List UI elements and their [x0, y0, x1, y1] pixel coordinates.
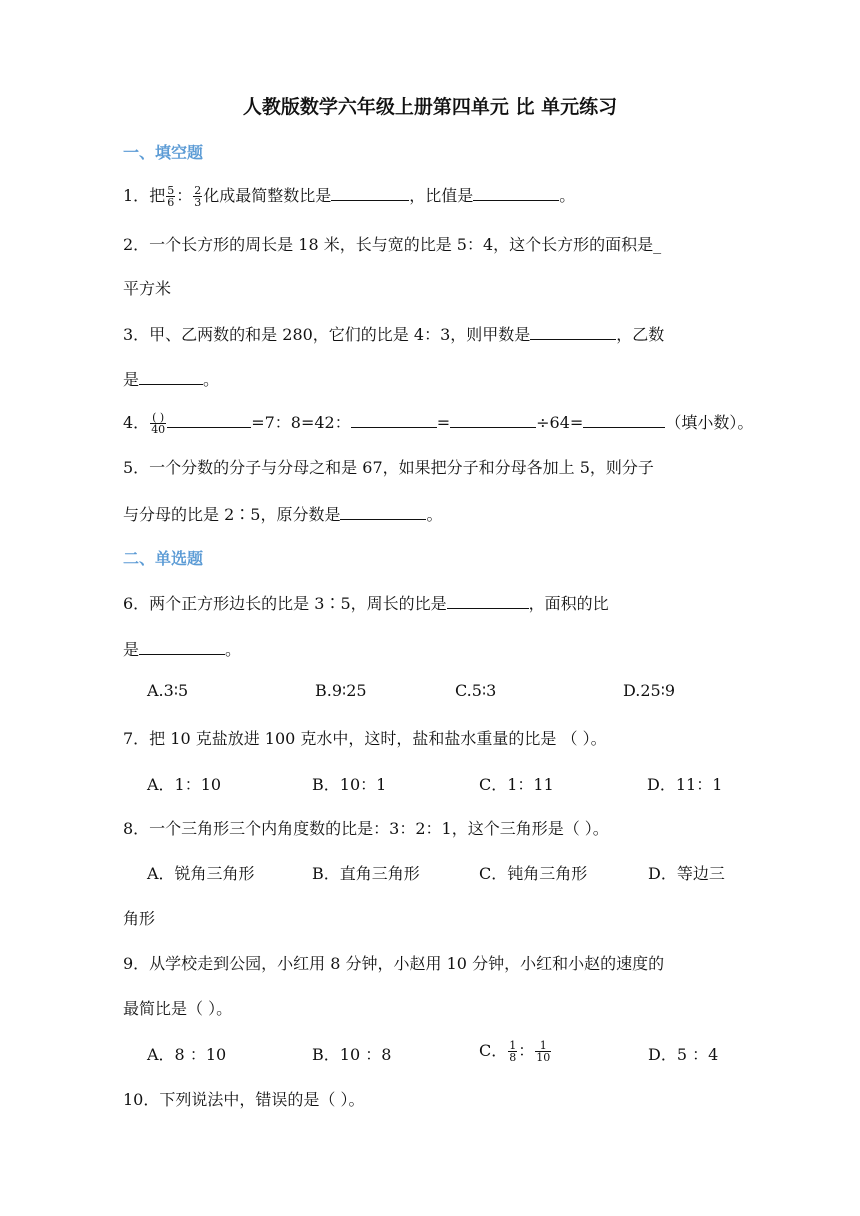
q6-option-d[interactable]: D.25∶9: [623, 681, 676, 700]
answer-blank[interactable]: [167, 412, 251, 428]
answer-blank[interactable]: [450, 412, 536, 428]
section-fill-in: 一、填空题: [123, 143, 204, 162]
question-2: 2．一个长方形的周长是 18 米，长与宽的比是 5：4，这个长方形的面积是_: [123, 235, 662, 254]
question-9-cont: 最简比是（ ）。: [123, 999, 233, 1018]
question-3-cont: 是 。: [123, 370, 220, 389]
q7-option-d[interactable]: D．11：1: [647, 775, 723, 794]
question-3: 3．甲、乙两数的和是 280，它们的比是 4：3，则甲数是 ，乙数: [123, 325, 665, 344]
question-7: 7．把 10 克盐放进 100 克水中，这时，盐和盐水重量的比是 （ ）。: [123, 729, 607, 748]
fraction-1-8: $\frac{1}{8}$: [509, 1039, 517, 1064]
q9-option-d[interactable]: D．5 ：4: [648, 1045, 719, 1064]
q9-option-c[interactable]: C． $\frac{1}{8}$ ： $\frac{1}{10}$: [479, 1039, 551, 1064]
q9-option-a[interactable]: A．8 ：10: [147, 1045, 227, 1064]
q9-option-b[interactable]: B．10 ：8: [312, 1045, 392, 1064]
q8-option-c[interactable]: C．钝角三角形: [479, 864, 588, 883]
question-5: 5．一个分数的分子与分母之和是 67，如果把分子和分母各加上 5，则分子: [123, 458, 654, 477]
q6-option-b[interactable]: B.9∶25: [315, 681, 367, 700]
fraction-5-6: $\frac{5}{6}$: [167, 184, 175, 209]
answer-blank[interactable]: [139, 369, 203, 385]
question-6: 6．两个正方形边长的比是 3∶5，周长的比是 ，面积的比: [123, 594, 609, 613]
answer-blank[interactable]: [340, 504, 426, 520]
q7-option-c[interactable]: C．1：11: [479, 775, 554, 794]
answer-blank[interactable]: [530, 324, 616, 340]
section-single-choice: 二、单选题: [123, 549, 204, 568]
answer-blank[interactable]: [331, 185, 409, 201]
q8-option-d[interactable]: D．等边三: [648, 864, 725, 883]
question-2-cont: 平方米: [123, 279, 172, 298]
question-5-cont: 与分母的比是 2∶5，原分数是 。: [123, 505, 443, 524]
q7-option-a[interactable]: A．1：10: [147, 775, 222, 794]
q8-option-d-cont: 角形: [123, 909, 156, 928]
fraction-1-10: $\frac{1}{10}$: [536, 1039, 551, 1064]
question-8: 8．一个三角形三个内角度数的比是：3：2：1，这个三角形是（ ）。: [123, 819, 609, 838]
q6-option-c[interactable]: C.5∶3: [455, 681, 497, 700]
q6-option-a[interactable]: A.3∶5: [147, 681, 189, 700]
answer-blank[interactable]: [473, 185, 559, 201]
question-1: 1．把 $\frac{5}{6}$ ： $\frac{2}{3}$ 化成最简整数比是 ，比值是 。: [123, 184, 576, 209]
question-9: 9．从学校走到公园，小红用 8 分钟，小赵用 10 分钟，小红和小赵的速度的: [123, 954, 665, 973]
answer-blank[interactable]: [583, 412, 665, 428]
fraction-2-3: $\frac{2}{3}$: [194, 184, 202, 209]
fraction-blank-40: $\frac{( )}{40}$: [151, 411, 166, 436]
question-10: 10．下列说法中，错误的是（ ）。: [123, 1090, 365, 1109]
q7-option-b[interactable]: B．10：1: [312, 775, 387, 794]
answer-blank[interactable]: [351, 412, 437, 428]
q8-option-b[interactable]: B．直角三角形: [312, 864, 420, 883]
page-title: 人教版数学六年级上册第四单元 比 单元练习: [242, 96, 618, 118]
answer-blank[interactable]: [447, 593, 529, 609]
question-4: 4． $\frac{( )}{40}$ =7：8=42： = ÷64= （填小数）。: [123, 411, 754, 436]
q8-option-a[interactable]: A．锐角三角形: [147, 864, 255, 883]
question-6-cont: 是 。: [123, 640, 242, 659]
answer-blank[interactable]: [139, 639, 225, 655]
